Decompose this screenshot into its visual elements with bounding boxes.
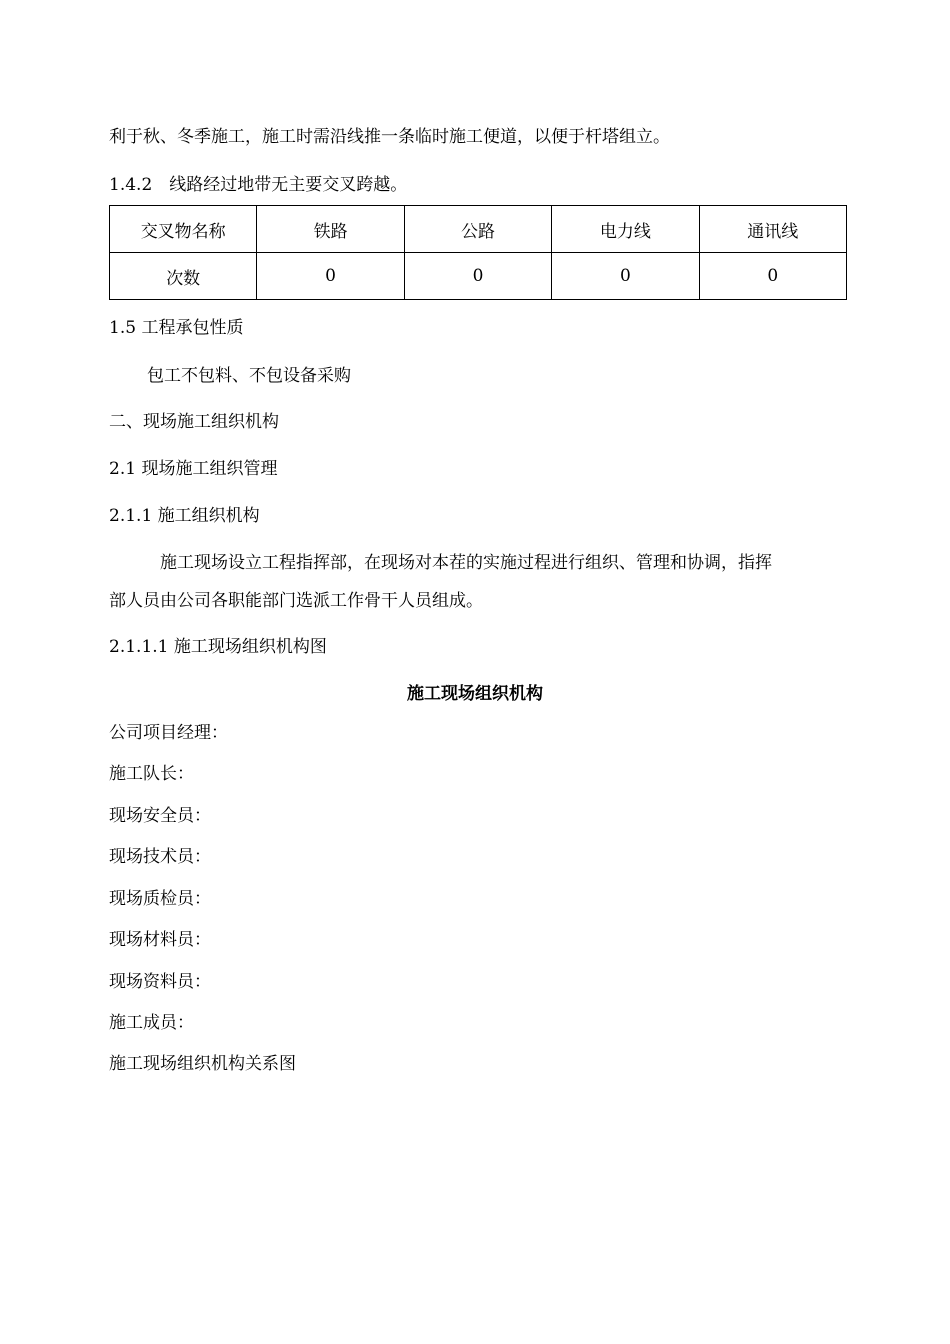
- role-technician: 现场技术员：: [109, 847, 211, 867]
- table-header-row: [110, 206, 847, 253]
- section-heading-1-4-2: 1.4.2 线路经过地带无主要交叉跨越。: [109, 175, 408, 195]
- table-header-cell: 铁路: [257, 206, 404, 253]
- org-diagram-caption: 施工现场组织机构关系图: [109, 1054, 296, 1074]
- section-heading-2-1: 2.1 现场施工组织管理: [109, 459, 278, 479]
- role-materials-officer: 现场材料员：: [109, 930, 211, 950]
- section-heading-2: 二、现场施工组织机构: [109, 412, 279, 432]
- table-header-cell: 电力线: [552, 206, 699, 253]
- table-header-cell: 通讯线: [699, 206, 846, 253]
- paragraph-contract-nature: 包工不包料、不包设备采购: [147, 366, 351, 386]
- paragraph-construction-road: 利于秋、冬季施工，施工时需沿线推一条临时施工便道，以便于杆塔组立。: [109, 127, 670, 147]
- crossing-table: [109, 205, 847, 300]
- table-cell: 0: [552, 253, 699, 300]
- table-cell: 0: [699, 253, 846, 300]
- paragraph-command-line-2: 部人员由公司各职能部门选派工作骨干人员组成。: [109, 591, 483, 611]
- table-cell: 0: [257, 253, 404, 300]
- section-heading-1-5: 1.5 工程承包性质: [109, 318, 244, 338]
- role-crew-members: 施工成员：: [109, 1013, 194, 1033]
- table-header-cell: 交叉物名称: [110, 206, 257, 253]
- org-title: 施工现场组织机构: [407, 684, 543, 704]
- table-cell: 0: [404, 253, 551, 300]
- paragraph-command-line-1: 施工现场设立工程指挥部，在现场对本茬的实施过程进行组织、管理和协调，指挥: [160, 553, 772, 573]
- role-quality-inspector: 现场质检员：: [109, 889, 211, 909]
- table-cell: 次数: [110, 253, 257, 300]
- section-heading-2-1-1-1: 2.1.1.1 施工现场组织机构图: [109, 637, 327, 657]
- table-row: [110, 253, 847, 300]
- role-team-leader: 施工队长：: [109, 764, 194, 784]
- role-documents-officer: 现场资料员：: [109, 972, 211, 992]
- table-header-cell: 公路: [404, 206, 551, 253]
- role-safety-officer: 现场安全员：: [109, 806, 211, 826]
- section-heading-2-1-1: 2.1.1 施工组织机构: [109, 506, 260, 526]
- role-project-manager: 公司项目经理：: [109, 723, 228, 743]
